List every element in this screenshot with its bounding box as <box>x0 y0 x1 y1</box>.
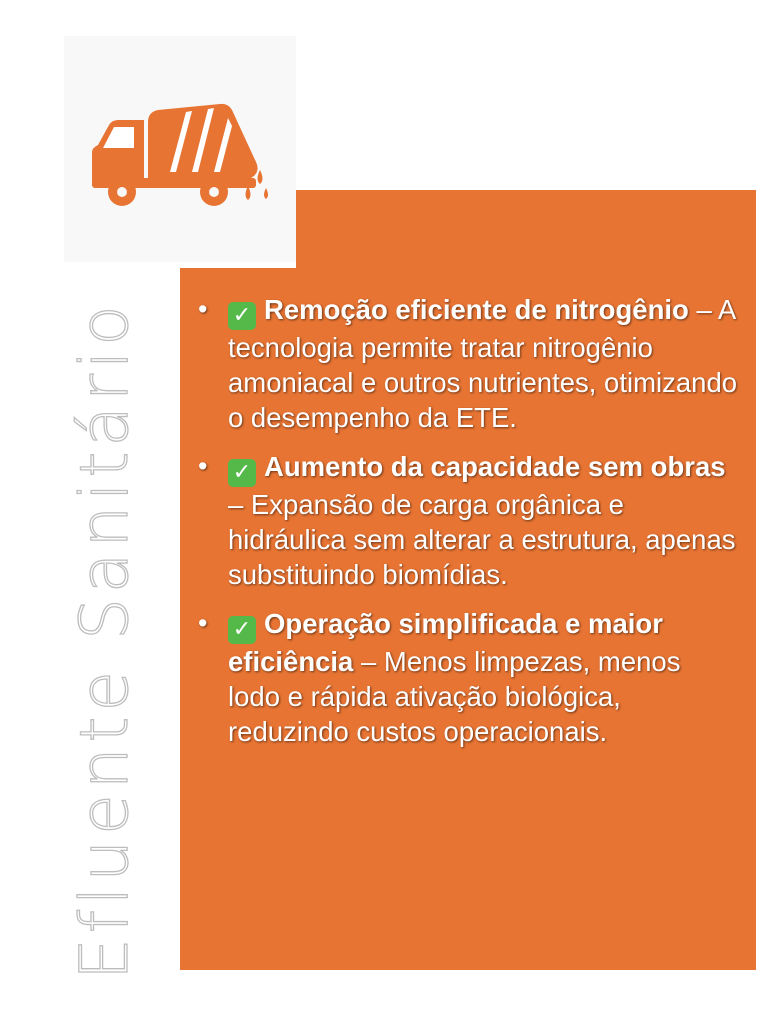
accent-panel-top <box>296 190 756 270</box>
bullet-dot: • <box>198 294 208 324</box>
bullet-item <box>198 606 738 749</box>
icon-panel <box>64 36 296 262</box>
bullet-text: – A tecnologia permite tratar nitrogênio amoniacal e outros nutrientes, otimizando o desempenho da ETE. <box>228 294 738 433</box>
bullet-dot: • <box>198 451 208 481</box>
bullet-text: – Expansão de carga orgânica e hidráulica sem alterar a estrutura, apenas substituindo biomídias. <box>228 489 736 590</box>
check-icon: ✓ <box>228 302 256 330</box>
check-icon: ✓ <box>228 459 256 487</box>
bullet-heading: Operação simplificada e maior eficiência <box>228 608 663 677</box>
bullet-item <box>198 292 738 435</box>
bullet-heading: Aumento da capacidade sem obras <box>264 451 726 482</box>
garbage-truck-icon <box>88 100 272 208</box>
bullet-text: – Menos limpezas, menos lodo e rápida ativação biológica, reduzindo custos operacionais. <box>228 646 681 747</box>
check-icon: ✓ <box>228 616 256 644</box>
bullet-list <box>198 292 738 763</box>
bullet-item <box>198 449 738 592</box>
bullet-heading: Remoção eficiente de nitrogênio <box>264 294 689 325</box>
vertical-title: Efluente Sanitário <box>66 300 143 980</box>
bullet-dot: • <box>198 608 208 638</box>
